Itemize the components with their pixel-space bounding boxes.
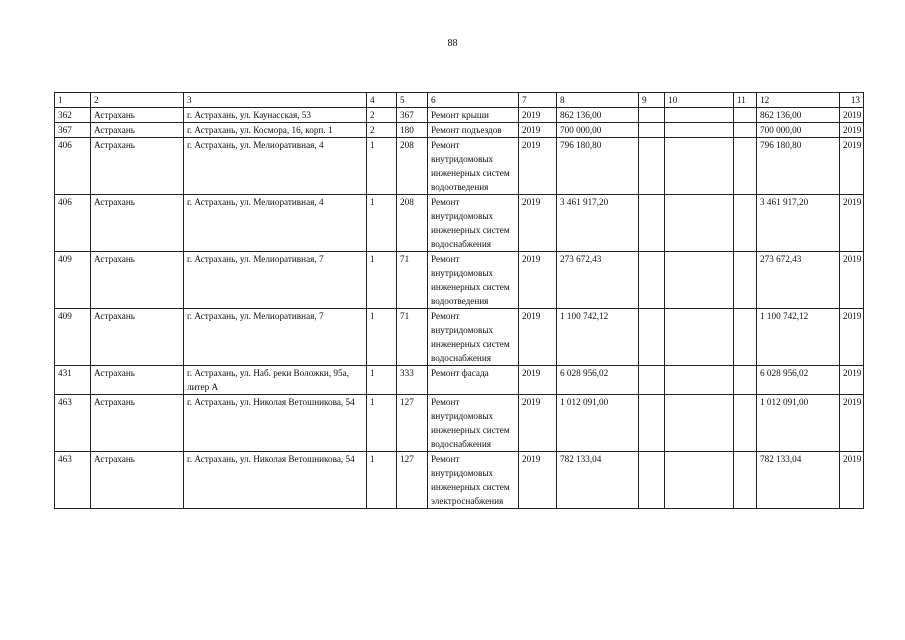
table-cell-col-5: 71 (397, 309, 428, 366)
column-number-10: 10 (665, 93, 734, 108)
table-cell-col-7: 2019 (519, 195, 557, 252)
table-cell-col-9 (639, 309, 665, 366)
table-cell-col-1: 463 (55, 452, 91, 509)
table-cell-col-13: 2019 (840, 395, 864, 452)
table-cell-col-8: 796 180,80 (557, 138, 639, 195)
table-cell-col-6: Ремонт крыши (428, 108, 519, 123)
table-cell-col-4: 1 (367, 138, 397, 195)
table-cell-col-2: Астрахань (91, 252, 184, 309)
table-cell-col-10 (665, 395, 734, 452)
table-cell-col-5: 208 (397, 138, 428, 195)
table-cell-col-4: 2 (367, 123, 397, 138)
table-cell-col-5: 180 (397, 123, 428, 138)
table-cell-col-11 (734, 395, 757, 452)
column-number-8: 8 (557, 93, 639, 108)
table-cell-col-4: 1 (367, 366, 397, 395)
table-cell-col-13: 2019 (840, 366, 864, 395)
table-cell-col-3: г. Астрахань, ул. Каунасская, 53 (184, 108, 367, 123)
table-cell-col-1: 409 (55, 252, 91, 309)
table-cell-col-7: 2019 (519, 366, 557, 395)
table-cell-col-1: 362 (55, 108, 91, 123)
table-row (55, 123, 864, 138)
table-cell-col-2: Астрахань (91, 138, 184, 195)
table-cell-col-9 (639, 452, 665, 509)
table-row (55, 395, 864, 452)
table-cell-col-9 (639, 366, 665, 395)
column-number-12: 12 (757, 93, 840, 108)
table-cell-col-11 (734, 252, 757, 309)
table-cell-col-10 (665, 195, 734, 252)
table-cell-col-8: 3 461 917,20 (557, 195, 639, 252)
repair-schedule-table (54, 92, 864, 509)
table-row (55, 252, 864, 309)
column-number-11: 11 (734, 93, 757, 108)
table-cell-col-7: 2019 (519, 452, 557, 509)
table-row (55, 138, 864, 195)
column-number-2: 2 (91, 93, 184, 108)
column-number-5: 5 (397, 93, 428, 108)
table-header-row (55, 93, 864, 108)
table-cell-col-12: 6 028 956,02 (757, 366, 840, 395)
table-cell-col-8: 1 100 742,12 (557, 309, 639, 366)
table-cell-col-3: г. Астрахань, ул. Мелиоративная, 4 (184, 195, 367, 252)
table-cell-col-12: 3 461 917,20 (757, 195, 840, 252)
table-cell-col-8: 700 000,00 (557, 123, 639, 138)
table-cell-col-2: Астрахань (91, 108, 184, 123)
table-row (55, 195, 864, 252)
table-cell-col-6: Ремонт внутридомовых инженерных систем водоснабжения (428, 395, 519, 452)
table-cell-col-9 (639, 108, 665, 123)
table-cell-col-6: Ремонт внутридомовых инженерных систем электроснабжения (428, 452, 519, 509)
table-cell-col-1: 431 (55, 366, 91, 395)
table-row (55, 452, 864, 509)
table-cell-col-13: 2019 (840, 195, 864, 252)
table-cell-col-1: 406 (55, 138, 91, 195)
table-cell-col-5: 208 (397, 195, 428, 252)
table-cell-col-12: 273 672,43 (757, 252, 840, 309)
table-cell-col-7: 2019 (519, 395, 557, 452)
table-cell-col-10 (665, 138, 734, 195)
table-cell-col-9 (639, 138, 665, 195)
table-cell-col-12: 782 133,04 (757, 452, 840, 509)
table-cell-col-4: 1 (367, 252, 397, 309)
table-cell-col-2: Астрахань (91, 123, 184, 138)
table-cell-col-3: г. Астрахань, ул. Николая Ветошникова, 54 (184, 452, 367, 509)
table-cell-col-5: 127 (397, 452, 428, 509)
table-cell-col-11 (734, 108, 757, 123)
table-cell-col-3: г. Астрахань, ул. Мелиоративная, 4 (184, 138, 367, 195)
table-cell-col-3: г. Астрахань, ул. Космора, 16, корп. 1 (184, 123, 367, 138)
table-cell-col-5: 333 (397, 366, 428, 395)
table-cell-col-4: 1 (367, 452, 397, 509)
table-cell-col-12: 796 180,80 (757, 138, 840, 195)
table-cell-col-11 (734, 309, 757, 366)
table-cell-col-13: 2019 (840, 138, 864, 195)
table-cell-col-3: г. Астрахань, ул. Наб. реки Воложки, 95а, литер А (184, 366, 367, 395)
table-cell-col-6: Ремонт подъездов (428, 123, 519, 138)
table-cell-col-10 (665, 252, 734, 309)
table-cell-col-11 (734, 366, 757, 395)
page-number: 88 (447, 38, 458, 49)
table-cell-col-6: Ремонт внутридомовых инженерных систем водоотведения (428, 252, 519, 309)
table-cell-col-12: 700 000,00 (757, 123, 840, 138)
table-cell-col-4: 1 (367, 309, 397, 366)
table-cell-col-9 (639, 252, 665, 309)
table-cell-col-7: 2019 (519, 309, 557, 366)
table-cell-col-4: 2 (367, 108, 397, 123)
table-cell-col-10 (665, 108, 734, 123)
table-cell-col-9 (639, 195, 665, 252)
table-cell-col-1: 406 (55, 195, 91, 252)
column-number-9: 9 (639, 93, 665, 108)
table-cell-col-3: г. Астрахань, ул. Мелиоративная, 7 (184, 252, 367, 309)
table-cell-col-2: Астрахань (91, 309, 184, 366)
table-cell-col-8: 862 136,00 (557, 108, 639, 123)
table-cell-col-8: 1 012 091,00 (557, 395, 639, 452)
table-cell-col-12: 1 012 091,00 (757, 395, 840, 452)
table-cell-col-12: 862 136,00 (757, 108, 840, 123)
table-row (55, 309, 864, 366)
column-number-4: 4 (367, 93, 397, 108)
table-cell-col-3: г. Астрахань, ул. Мелиоративная, 7 (184, 309, 367, 366)
table-cell-col-9 (639, 123, 665, 138)
table-cell-col-6: Ремонт фасада (428, 366, 519, 395)
table-row (55, 108, 864, 123)
table-cell-col-7: 2019 (519, 138, 557, 195)
table-cell-col-9 (639, 395, 665, 452)
table-row (55, 366, 864, 395)
table-cell-col-2: Астрахань (91, 366, 184, 395)
table-cell-col-3: г. Астрахань, ул. Николая Ветошникова, 54 (184, 395, 367, 452)
table-cell-col-5: 367 (397, 108, 428, 123)
table-cell-col-7: 2019 (519, 108, 557, 123)
table-cell-col-2: Астрахань (91, 452, 184, 509)
table-cell-col-13: 2019 (840, 108, 864, 123)
table-cell-col-5: 127 (397, 395, 428, 452)
table-cell-col-8: 273 672,43 (557, 252, 639, 309)
table-cell-col-11 (734, 138, 757, 195)
table-cell-col-12: 1 100 742,12 (757, 309, 840, 366)
table-cell-col-8: 6 028 956,02 (557, 366, 639, 395)
table-cell-col-1: 463 (55, 395, 91, 452)
table-cell-col-6: Ремонт внутридомовых инженерных систем водоснабжения (428, 195, 519, 252)
table-cell-col-7: 2019 (519, 252, 557, 309)
table-cell-col-5: 71 (397, 252, 428, 309)
table-cell-col-1: 409 (55, 309, 91, 366)
table-cell-col-4: 1 (367, 395, 397, 452)
table-cell-col-4: 1 (367, 195, 397, 252)
table-cell-col-13: 2019 (840, 309, 864, 366)
table-cell-col-6: Ремонт внутридомовых инженерных систем водоотведения (428, 138, 519, 195)
column-number-6: 6 (428, 93, 519, 108)
table-cell-col-7: 2019 (519, 123, 557, 138)
table-cell-col-1: 367 (55, 123, 91, 138)
table-cell-col-10 (665, 309, 734, 366)
column-number-13: 13 (840, 93, 864, 108)
table-cell-col-10 (665, 366, 734, 395)
table-cell-col-2: Астрахань (91, 195, 184, 252)
column-number-7: 7 (519, 93, 557, 108)
table-cell-col-13: 2019 (840, 452, 864, 509)
table-cell-col-6: Ремонт внутридомовых инженерных систем водоснабжения (428, 309, 519, 366)
table-cell-col-10 (665, 123, 734, 138)
table-cell-col-11 (734, 123, 757, 138)
table-cell-col-13: 2019 (840, 252, 864, 309)
table-cell-col-11 (734, 452, 757, 509)
column-number-1: 1 (55, 93, 91, 108)
table-cell-col-13: 2019 (840, 123, 864, 138)
column-number-3: 3 (184, 93, 367, 108)
table-cell-col-2: Астрахань (91, 395, 184, 452)
table-cell-col-11 (734, 195, 757, 252)
table-cell-col-10 (665, 452, 734, 509)
table-cell-col-8: 782 133,04 (557, 452, 639, 509)
